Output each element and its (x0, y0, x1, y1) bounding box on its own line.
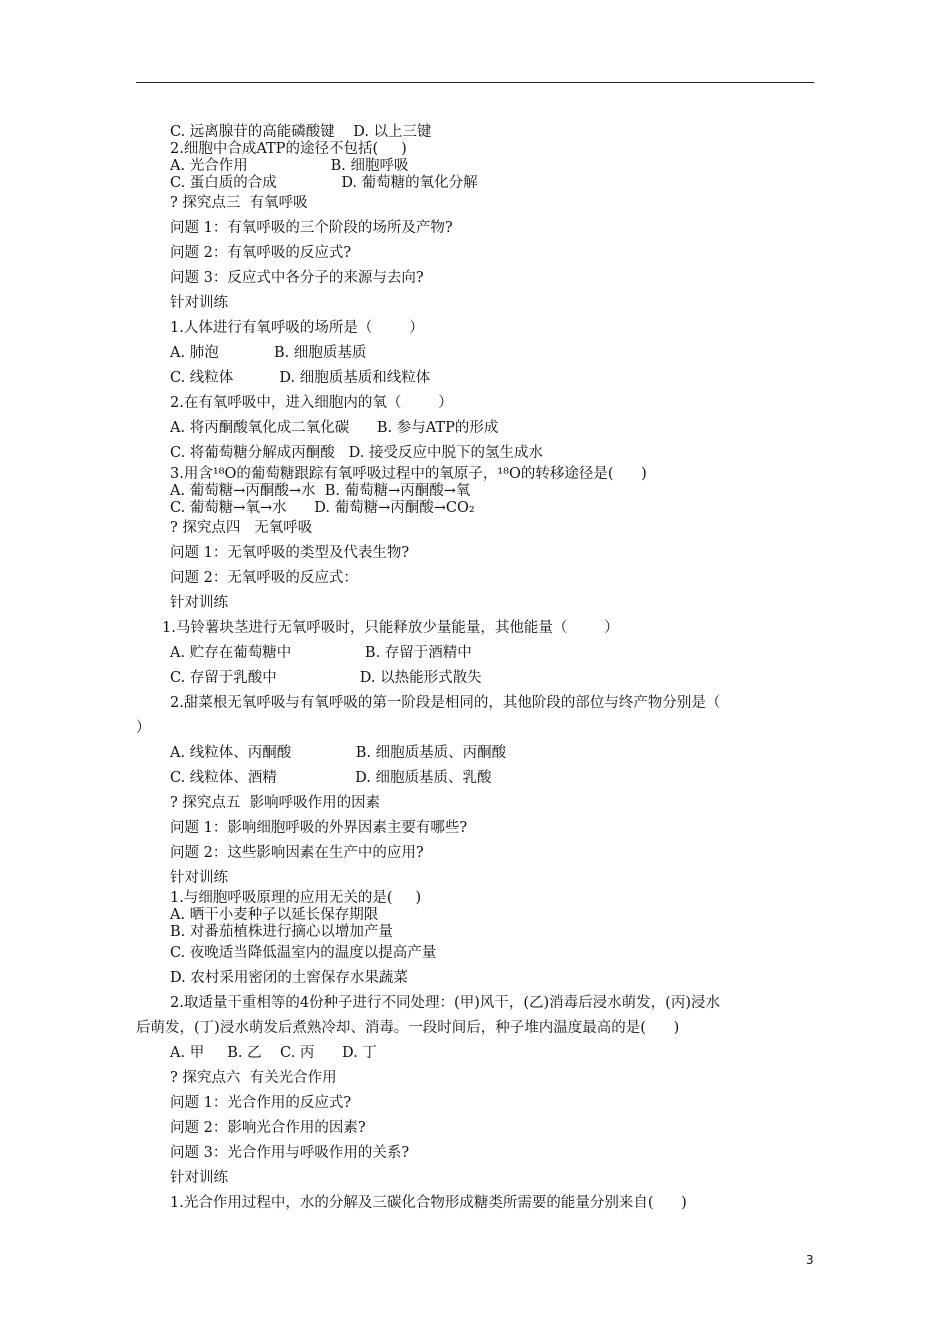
option-line: C. 线粒体 D. 细胞质基质和线粒体 (170, 370, 431, 386)
option-line: C. 葡萄糖→氧→水 D. 葡萄糖→丙酮酸→CO₂ (170, 500, 475, 516)
practice-heading: 针对训练 (170, 870, 228, 886)
section-heading: ? 探究点六 有关光合作用 (170, 1070, 337, 1086)
option-line: A. 将丙酮酸氧化成二氧化碳 B. 参与ATP的形成 (170, 420, 499, 436)
practice-heading: 针对训练 (170, 595, 228, 611)
question-line: 问题 2：这些影响因素在生产中的应用? (170, 845, 424, 861)
question-line: 问题 1：有氧呼吸的三个阶段的场所及产物? (170, 220, 453, 236)
question-line: 问题 1：光合作用的反应式? (170, 1095, 352, 1111)
section-heading: ? 探究点四 无氧呼吸 (170, 520, 313, 536)
option-line: A. 甲 B. 乙 C. 丙 D. 丁 (170, 1045, 377, 1061)
question-line: ） (136, 720, 151, 736)
question-line: 问题 2：无氧呼吸的反应式： (170, 570, 358, 586)
option-line: C. 蛋白质的合成 D. 葡萄糖的氧化分解 (170, 175, 478, 191)
option-line: A. 葡萄糖→丙酮酸→水 B. 葡萄糖→丙酮酸→氧 (170, 483, 471, 499)
question-line: 1.人体进行有氧呼吸的场所是（ ） (170, 320, 424, 336)
option-line: C. 夜晚适当降低温室内的温度以提高产量 (170, 945, 437, 961)
option-line: A. 肺泡 B. 细胞质基质 (170, 345, 367, 361)
question-line: 3.用含¹⁸O的葡萄糖跟踪有氧呼吸过程中的氧原子，¹⁸O的转移途径是( ) (170, 466, 647, 482)
option-line: A. 线粒体、丙酮酸 B. 细胞质基质、丙酮酸 (170, 745, 507, 761)
question-line: 后萌发，(丁)浸水萌发后煮熟冷却、消毒。一段时间后，种子堆内温度最高的是( ) (136, 1020, 680, 1036)
question-line: C. 远离腺苷的高能磷酸键 D. 以上三键 (170, 124, 432, 140)
option-line: A. 晒干小麦种子以延长保存期限 (170, 907, 379, 923)
option-line: A. 光合作用 B. 细胞呼吸 (170, 158, 409, 174)
question-line: 2.取适量干重相等的4份种子进行不同处理：(甲)风干，(乙)消毒后浸水萌发，(丙)浸水 (170, 995, 720, 1011)
practice-heading: 针对训练 (170, 295, 228, 311)
question-line: 1.与细胞呼吸原理的应用无关的是( ) (170, 890, 422, 906)
option-line: C. 将葡萄糖分解成丙酮酸 D. 接受反应中脱下的氢生成水 (170, 445, 543, 461)
option-line: C. 存留于乳酸中 D. 以热能形式散失 (170, 670, 482, 686)
option-line: B. 对番茄植株进行摘心以增加产量 (170, 924, 393, 940)
page-number: 3 (806, 1253, 814, 1267)
question-line: 问题 2：影响光合作用的因素? (170, 1120, 366, 1136)
option-line: A. 贮存在葡萄糖中 B. 存留于酒精中 (170, 645, 472, 661)
question-line: 2.甜菜根无氧呼吸与有氧呼吸的第一阶段是相同的，其他阶段的部位与终产物分别是（ (170, 695, 721, 711)
practice-heading: 针对训练 (170, 1170, 228, 1186)
section-heading: ? 探究点五 影响呼吸作用的因素 (170, 795, 381, 811)
question-line: 2.在有氧呼吸中，进入细胞内的氧（ ） (170, 395, 453, 411)
option-line: C. 线粒体、酒精 D. 细胞质基质、乳酸 (170, 770, 492, 786)
question-line: 问题 3：反应式中各分子的来源与去向? (170, 270, 424, 286)
question-line: 1.马铃薯块茎进行无氧呼吸时，只能释放少量能量，其他能量（ ） (162, 620, 619, 636)
section-heading: ? 探究点三 有氧呼吸 (170, 195, 308, 211)
header-rule (136, 82, 814, 83)
question-line: 问题 3：光合作用与呼吸作用的关系? (170, 1145, 410, 1161)
question-line: 2.细胞中合成ATP的途径不包括( ) (170, 141, 407, 157)
question-line: 问题 1：影响细胞呼吸的外界因素主要有哪些? (170, 820, 468, 836)
question-line: 问题 2：有氧呼吸的反应式? (170, 245, 352, 261)
question-line: 1.光合作用过程中，水的分解及三碳化合物形成糖类所需要的能量分别来自( ) (170, 1195, 687, 1211)
question-line: 问题 1：无氧呼吸的类型及代表生物? (170, 545, 410, 561)
option-line: D. 农村采用密闭的土窖保存水果蔬菜 (170, 970, 408, 986)
